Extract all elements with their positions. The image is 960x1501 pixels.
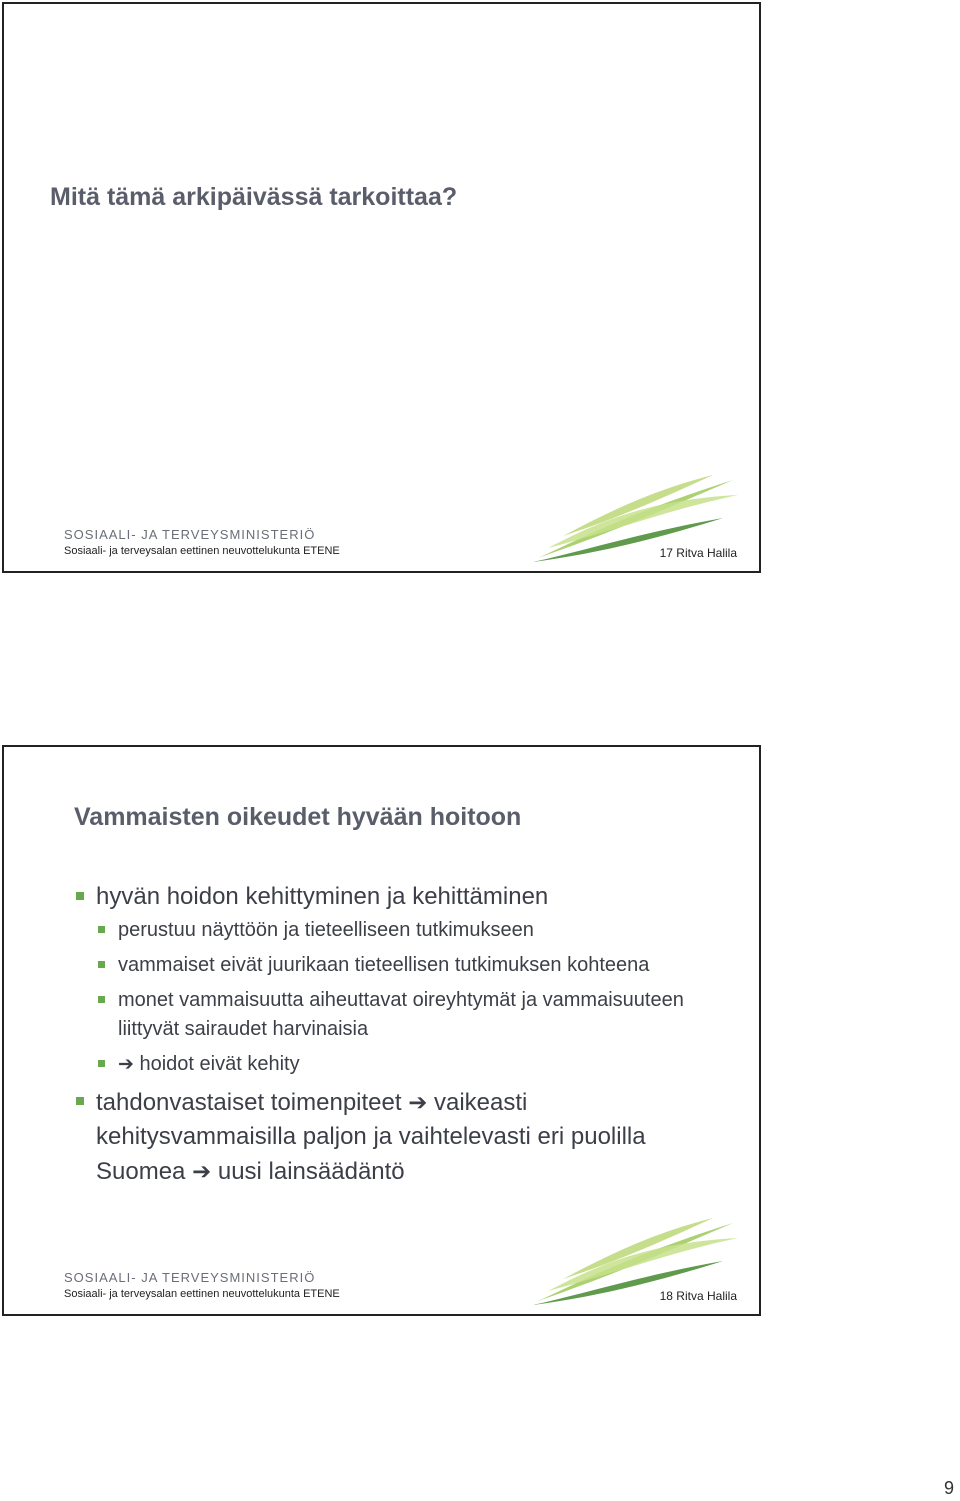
- bullet-list: [74, 880, 734, 1191]
- slide-number: 18 Ritva Halila: [659, 1289, 737, 1303]
- sub-bullet-item: [74, 916, 734, 945]
- arrow-right-icon: ➔: [118, 1054, 134, 1075]
- square-bullet-icon: [98, 996, 105, 1003]
- bullet-text: monet vammaisuutta aiheuttavat oireyhtymät ja vammaisuuteen liittyvät sairaudet harvinaisia: [118, 989, 684, 1040]
- square-bullet-icon: [76, 1097, 84, 1105]
- square-bullet-icon: [98, 961, 105, 968]
- square-bullet-icon: [98, 1060, 105, 1067]
- bullet-text: vammaiset eivät juurikaan tieteellisen tutkimuksen kohteena: [118, 954, 650, 976]
- bullet-item: [74, 880, 734, 914]
- slide-title: Mitä tämä arkipäivässä tarkoittaa?: [50, 183, 458, 211]
- arrow-right-icon: ➔: [408, 1089, 428, 1115]
- square-bullet-icon: [98, 926, 105, 933]
- bullet-text: hoidot eivät kehity: [139, 1053, 300, 1075]
- sub-bullet-item: [74, 986, 734, 1044]
- slide-18: [2, 745, 761, 1316]
- bullet-text: perustuu näyttöön ja tieteelliseen tutkimukseen: [118, 919, 534, 941]
- footer-org: Sosiaali- ja terveysalan eettinen neuvottelukunta ETENE: [64, 545, 340, 557]
- bullet-text: uusi lainsäädäntö: [217, 1158, 405, 1185]
- bullet-item: [74, 1085, 734, 1189]
- ministry-logo: SOSIAALI- JA TERVEYSMINISTERIÖ: [64, 527, 316, 542]
- arrow-right-icon: ➔: [192, 1158, 212, 1184]
- square-bullet-icon: [76, 892, 84, 900]
- footer-org: Sosiaali- ja terveysalan eettinen neuvottelukunta ETENE: [64, 1288, 340, 1300]
- bullet-text: tahdonvastaiset toimenpiteet: [96, 1089, 402, 1116]
- slide-title: Vammaisten oikeudet hyvään hoitoon: [74, 803, 522, 831]
- slide-number: 17 Ritva Halila: [659, 546, 737, 560]
- sub-bullet-item: [74, 1050, 734, 1079]
- bullet-text: vaikeasti kehitysvammaisilla paljon ja vaihtelevasti eri puolilla Suomea: [96, 1089, 646, 1185]
- ministry-logo: SOSIAALI- JA TERVEYSMINISTERIÖ: [64, 1270, 316, 1285]
- page-number: 9: [943, 1478, 954, 1498]
- sub-bullet-item: [74, 951, 734, 980]
- slide-17: [2, 2, 761, 573]
- bullet-text: hyvän hoidon kehittyminen ja kehittäminen: [96, 883, 549, 910]
